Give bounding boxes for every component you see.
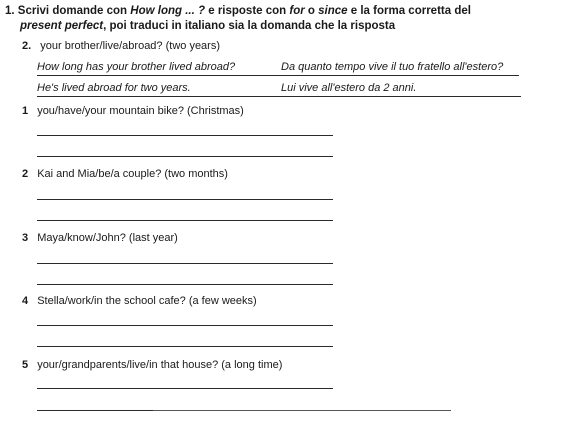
instruction-italic-2: for bbox=[289, 5, 305, 17]
question-item-5 bbox=[22, 359, 282, 371]
question-prompt: your/grandparents/live/in that house? (a long time) bbox=[37, 359, 283, 371]
example-question-it: Da quanto tempo vive il tuo fratello all'estero? bbox=[281, 61, 504, 73]
example-question-line bbox=[37, 75, 519, 76]
instruction-italic-1: How long ... ? bbox=[130, 5, 206, 17]
question-number: 2 bbox=[22, 168, 29, 180]
question-prompt: Kai and Mia/be/a couple? (two months) bbox=[37, 168, 228, 180]
question-item-2 bbox=[22, 168, 228, 180]
instruction-text-3: o bbox=[304, 5, 319, 17]
answer-line-2b[interactable] bbox=[37, 220, 333, 221]
answer-line-5b-part1[interactable] bbox=[37, 410, 153, 411]
instruction-italic-3: since bbox=[318, 5, 348, 17]
instruction-text-1: Scrivi domande con bbox=[17, 5, 131, 17]
instruction-text-5: , poi traduci in italiano sia la domanda che la risposta bbox=[103, 20, 396, 32]
example-answer-line bbox=[37, 96, 521, 97]
answer-line-3a[interactable] bbox=[37, 263, 333, 264]
question-prompt: Maya/know/John? (last year) bbox=[37, 232, 178, 244]
question-number: 1 bbox=[22, 105, 29, 117]
answer-line-2a[interactable] bbox=[37, 199, 333, 200]
question-item-3 bbox=[22, 232, 178, 244]
example-answer-en: He's lived abroad for two years. bbox=[37, 82, 191, 94]
example-number: 2. bbox=[22, 40, 32, 52]
example-question-en: How long has your brother lived abroad? bbox=[37, 61, 236, 73]
example-answer-it: Lui vive all'estero da 2 anni. bbox=[281, 82, 417, 94]
answer-line-4a[interactable] bbox=[37, 325, 333, 326]
answer-line-4b[interactable] bbox=[37, 346, 333, 347]
example-prompt bbox=[22, 40, 220, 52]
exercise-number: 1. bbox=[5, 5, 15, 17]
exercise-instruction bbox=[5, 4, 471, 18]
answer-line-5b-part2[interactable] bbox=[153, 410, 451, 411]
question-number: 4 bbox=[22, 295, 29, 307]
answer-line-3b[interactable] bbox=[37, 284, 333, 285]
question-item-4 bbox=[22, 295, 257, 307]
question-prompt: you/have/your mountain bike? (Christmas) bbox=[37, 105, 244, 117]
question-item-1 bbox=[22, 105, 244, 117]
instruction-text-4: e la forma corretta del bbox=[347, 5, 471, 17]
question-prompt: Stella/work/in the school cafe? (a few weeks) bbox=[37, 295, 257, 307]
exercise-instruction-line2 bbox=[20, 19, 395, 33]
answer-line-1a[interactable] bbox=[37, 135, 333, 136]
example-prompt-text: your brother/live/abroad? (two years) bbox=[40, 40, 220, 52]
question-number: 3 bbox=[22, 232, 29, 244]
answer-line-5a[interactable] bbox=[37, 388, 333, 389]
answer-line-1b[interactable] bbox=[37, 156, 333, 157]
instruction-italic-4: present perfect bbox=[20, 20, 104, 32]
instruction-text-2: e risposte con bbox=[205, 5, 290, 17]
question-number: 5 bbox=[22, 359, 29, 371]
